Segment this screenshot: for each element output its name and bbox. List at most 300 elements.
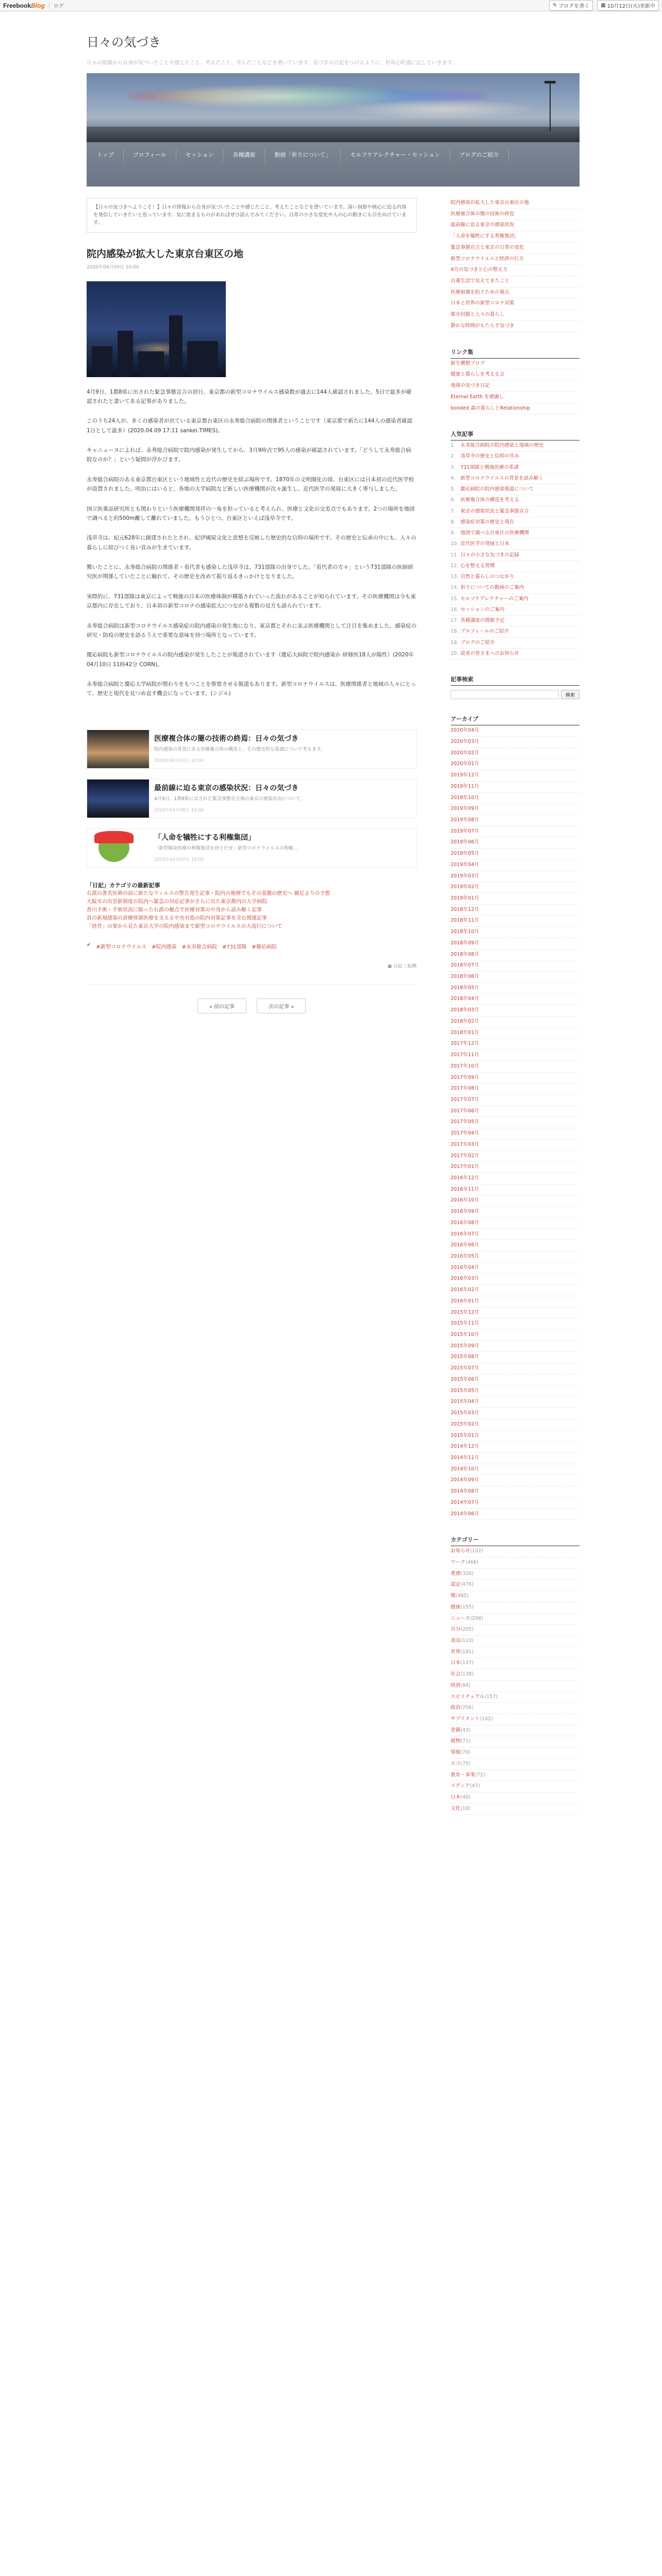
archive-link[interactable]: 2019年01月 <box>451 893 580 905</box>
tag-link[interactable]: #慶応病院 <box>252 944 277 951</box>
archive-link[interactable]: 2015年03月 <box>451 1408 580 1419</box>
ranking-link[interactable]: 心を整える習慣 <box>460 563 495 569</box>
prev-article-button[interactable]: « 前の記事 <box>197 998 246 1013</box>
ranking-link[interactable]: プロフィールのご紹介 <box>460 629 509 635</box>
tag-link[interactable]: #院内感染 <box>152 944 177 951</box>
blog-description: 日々の情報から自身が気づいたことや感じたこと、考えたこと、学んだことなどを書いています。気づきの日記をつけるように、好奇心旺盛に記していきます。 <box>87 60 457 66</box>
building-silhouette <box>187 341 218 377</box>
archive-link[interactable]: 2015年01月 <box>451 1431 580 1442</box>
archive-link[interactable]: 2018年03月 <box>451 1005 580 1016</box>
ranking-item <box>451 638 580 649</box>
ranking-link[interactable]: セッションのご案内 <box>460 606 505 613</box>
archive-link[interactable]: 2019年09月 <box>451 804 580 815</box>
category-count: (102) <box>479 1716 493 1722</box>
category-link[interactable] <box>451 1614 580 1625</box>
street-lamp-icon <box>544 81 556 83</box>
archive-link[interactable]: 2018年02月 <box>451 1016 580 1028</box>
next-article-button[interactable]: 次の記事 » <box>257 998 306 1013</box>
tag-link[interactable]: #731部隊 <box>222 944 247 951</box>
archive-link[interactable]: 2018年01月 <box>451 1028 580 1039</box>
archive-link[interactable]: 2017年12月 <box>451 1039 580 1050</box>
recent-article-link[interactable]: 緊急事態宣言と東京の日常の変化 <box>451 243 580 254</box>
ranking-item <box>451 626 580 637</box>
category-count: (40) <box>460 1794 471 1801</box>
ranking-list <box>451 440 580 659</box>
write-blog-button[interactable]: ✎ ブログを書く <box>549 0 593 11</box>
ranking-number: 20. <box>451 650 459 656</box>
related-snippet: 院内感染の背景にある医療複合体の構造と、その歴史的な系譜について考えます。 <box>154 747 326 752</box>
ranking-link[interactable]: 731部隊と戦後医療の系譜 <box>460 464 519 470</box>
external-link[interactable]: 健康と暮らしを考える会 <box>451 369 580 381</box>
archive-link[interactable]: 2019年08月 <box>451 815 580 826</box>
archive-link[interactable]: 2017年02月 <box>451 1151 580 1162</box>
ranking-item <box>451 616 580 626</box>
related-articles <box>87 730 417 868</box>
category-name: 日本 <box>451 1794 461 1801</box>
category-link[interactable] <box>451 1792 580 1804</box>
category-heading: カテゴリー <box>451 1535 580 1546</box>
pencil-icon: ✎ <box>552 3 557 8</box>
tower-silhouette <box>169 315 183 377</box>
blog-title[interactable]: 日々の気づき <box>87 35 161 49</box>
recent-article-link[interactable]: 都市封鎖と人々の暮らし <box>451 310 580 321</box>
ranking-link[interactable]: 永寿総合病院の院内感染と地域の歴史 <box>460 443 544 449</box>
archive-heading: アーカイブ <box>451 715 580 725</box>
entry-title[interactable]: 院内感染が拡大した東京台東区の地 <box>87 248 244 260</box>
archive-link[interactable]: 2016年05月 <box>451 1251 580 1263</box>
category-link[interactable] <box>451 1759 580 1770</box>
related-thumbnail[interactable] <box>87 730 149 768</box>
ranking-link[interactable]: ブログのご紹介 <box>460 639 495 646</box>
archive-link[interactable]: 2019年03月 <box>451 871 580 883</box>
tag-list <box>87 942 417 950</box>
ranking-number: 9. <box>451 530 456 536</box>
category-link[interactable] <box>451 1736 580 1748</box>
ranking-item <box>451 594 580 605</box>
category-count: (155) <box>460 1604 474 1610</box>
archive-link[interactable]: 2020年01月 <box>451 759 580 770</box>
recent-article-link[interactable]: 医療崩壊を防ぐための視点 <box>451 287 580 299</box>
ranking-number: 4. <box>451 475 456 481</box>
archive-link[interactable]: 2020年02月 <box>451 748 580 759</box>
category-link[interactable] <box>451 1624 580 1636</box>
ranking-link[interactable]: 祈りについての動画のご案内 <box>460 585 524 591</box>
ranking-number: 3. <box>451 464 456 470</box>
archive-link[interactable]: 2015年09月 <box>451 1341 580 1352</box>
entry-paragraph: 永寿総合病院のある東京都台東区という地域性と近代の歴史を結ぶ場所です。1870年の文明開化の頃、台東区には日本初の近代医学校が設置されました。明治にはいると、各地の大学病院など新しい医療機関が次々誕生し、近代医学の発展に大きく寄与しました。 <box>87 476 414 493</box>
search-heading: 記事検索 <box>451 675 580 686</box>
category-name: スピリチュアル <box>451 1693 485 1700</box>
archive-link[interactable]: 2015年07月 <box>451 1363 580 1375</box>
external-link[interactable]: bonded 森の暮らしとRelationship <box>451 403 580 415</box>
external-link[interactable]: Eternal Earth を感謝し <box>451 392 580 403</box>
ranking-number: 11. <box>451 552 459 558</box>
search-input[interactable] <box>451 690 559 699</box>
archive-link[interactable]: 2014年10月 <box>451 1464 580 1476</box>
calendar-icon: ▦ <box>601 3 606 8</box>
category-name: メディア <box>451 1783 470 1789</box>
recent-article-link[interactable]: 「人命を犠牲にする利権集団」 <box>451 231 580 243</box>
nav-item-profile[interactable]: プロフィール <box>124 148 176 162</box>
archive-link[interactable]: 2015年10月 <box>451 1330 580 1341</box>
nav-item-top[interactable]: トップ <box>97 148 124 162</box>
archive-link[interactable]: 2015年12月 <box>451 1308 580 1319</box>
category-name: 情報 <box>451 1750 461 1756</box>
archive-link[interactable]: 2017年08月 <box>451 1083 580 1095</box>
archive-link[interactable]: 2014年06月 <box>451 1509 580 1520</box>
ranking-link[interactable]: 各種講座の開催予定 <box>460 618 505 624</box>
ranking-item <box>451 451 580 462</box>
search-form <box>451 690 580 699</box>
archive-link[interactable]: 2019年06月 <box>451 837 580 849</box>
links-heading: リンク集 <box>451 348 580 359</box>
archive-link[interactable]: 2018年05月 <box>451 983 580 994</box>
archive-link[interactable]: 2019年04月 <box>451 860 580 871</box>
character-hat-icon <box>94 831 134 843</box>
ranking-link[interactable]: 新型コロナウイルスの背景を読み解く <box>460 475 543 481</box>
archive-link[interactable]: 2018年12月 <box>451 905 580 916</box>
category-name: 社会 <box>451 1671 461 1677</box>
category-name: 食品 <box>451 1638 461 1643</box>
archive-link[interactable]: 2014年11月 <box>451 1453 580 1464</box>
related-title[interactable]: 「人命を犠牲にする利権集団」 <box>154 833 255 842</box>
archive-link[interactable]: 2018年04月 <box>451 994 580 1005</box>
category-link[interactable] <box>451 1591 580 1602</box>
archive-link[interactable]: 2016年02月 <box>451 1285 580 1296</box>
category-count: (72) <box>475 1772 486 1778</box>
category-name: 世界 <box>451 1649 461 1655</box>
archive-link[interactable]: 2016年04月 <box>451 1263 580 1274</box>
archive-link[interactable]: 2017年10月 <box>451 1061 580 1073</box>
nav-item-courses[interactable]: 各種講座 <box>223 148 265 162</box>
category-link[interactable] <box>451 1647 580 1658</box>
service-logo[interactable]: FreebookBlog <box>3 2 45 9</box>
entry-date: 2020年04月09日 10:00 <box>87 264 139 270</box>
ranking-item <box>451 583 580 594</box>
category-link[interactable] <box>451 1546 580 1557</box>
entry-paragraph: キャニューヌによれば、永寿総合病院で院内感染が発生してから、3月9時点で95人の感染が確認されています。「どうして永寿総合病院なのか？」という疑問が浮かびます。 <box>87 447 411 463</box>
page-wrapper <box>87 20 580 1815</box>
ranking-item <box>451 495 580 506</box>
tag-link[interactable]: #永寿総合病院 <box>181 944 217 951</box>
folder-icon: ▣ <box>387 964 392 970</box>
ranking-link[interactable]: 慶応病院の院内感染報道について <box>460 486 534 493</box>
building-silhouette <box>118 331 133 377</box>
category-link[interactable] <box>451 1692 580 1703</box>
ranking-item <box>451 440 580 451</box>
sidebar <box>451 198 580 1815</box>
archive-link[interactable]: 2019年07月 <box>451 826 580 838</box>
ranking-number: 5. <box>451 486 456 493</box>
recent-article-link[interactable]: 医療複合体の闇の技術の終焉 <box>451 209 580 221</box>
external-link[interactable]: 新生構想ブログ <box>451 359 580 370</box>
archive-link[interactable]: 2019年10月 <box>451 793 580 804</box>
archive-link[interactable]: 2020年04月 <box>451 725 580 737</box>
ranking-item <box>451 605 580 616</box>
category-list <box>451 1546 580 1815</box>
recent-article-link[interactable]: 自粛生活で見えてきたこと <box>451 276 580 287</box>
category-count: (71) <box>460 1738 471 1744</box>
archive-link[interactable]: 2016年12月 <box>451 1173 580 1184</box>
related-date: 2020年04月10日 10:00 <box>154 758 204 764</box>
category-name: 愛感 <box>451 1570 461 1577</box>
archive-link[interactable]: 2018年11月 <box>451 916 580 927</box>
archive-link[interactable]: 2016年07月 <box>451 1229 580 1241</box>
category-link[interactable] <box>451 1569 580 1580</box>
archive-link[interactable]: 2018年06月 <box>451 972 580 983</box>
category-link[interactable] <box>451 1669 580 1681</box>
entry-category[interactable]: 日記｜振興 <box>393 964 417 970</box>
category-name: 健康 <box>451 1604 461 1610</box>
ranking-number: 12. <box>451 563 459 569</box>
ranking-number: 18. <box>451 629 459 635</box>
ranking-item <box>451 561 580 572</box>
ranking-link[interactable]: セルフケアレクチャーのご案内 <box>460 596 528 602</box>
welcome-notice: 【日々の気づきへようこそ！】日々の情報から自身が気づいたことや感じたこと、考えたことなどを書いています。深い洞察や核心に迫る内容を発信していきたいと思っています。気に留まるものがあればぜひ読んでみてください。日常の小さな変化や人の心の動きにも目を向けています。 <box>87 198 417 233</box>
archive-link[interactable]: 2017年01月 <box>451 1162 580 1173</box>
archive-link[interactable]: 2017年05月 <box>451 1117 580 1128</box>
category-latest-heading: 「日記」カテゴリの最新記事 <box>87 882 160 889</box>
update-date-button[interactable]: ▦ 10月12日(火)更新中 <box>597 0 659 11</box>
recent-article-link[interactable]: 最前線に迫る東京の感染状況 <box>451 220 580 231</box>
archive-link[interactable]: 2016年09月 <box>451 1207 580 1218</box>
category-link[interactable] <box>451 1748 580 1759</box>
nav-item-selfcare[interactable]: セルフケアレクチャー・セッション <box>341 148 450 162</box>
related-snippet: 4月9日、1都8県に出された緊急事態宣言後の東京の感染状況について。 <box>154 796 305 802</box>
ranking-link[interactable]: 読者の皆さまへのお知らせ <box>460 650 519 656</box>
ranking-number: 7. <box>451 508 456 514</box>
category-link[interactable] <box>451 1602 580 1614</box>
ranking-link[interactable]: 東京の感染状況と緊急事態宣言 <box>460 508 529 514</box>
category-name: 日本 <box>451 1660 461 1666</box>
archive-link[interactable]: 2017年09月 <box>451 1073 580 1084</box>
archive-link[interactable]: 2018年10月 <box>451 927 580 938</box>
category-count: (181) <box>460 1649 474 1655</box>
entry-paragraph: 実際的に、731部隊は東京によって戦後の日本の医療体制が構築されていった流れがあることが知られています。その医療機関は今も東京都内に存在しており、日本初の新型コロナの感染拡大につながる複数の見方も語られています。 <box>87 593 416 609</box>
ranking-link[interactable]: 自然と暮らしのつながり <box>460 574 515 580</box>
category-latest-link[interactable]: 大阪市の出雲新制度の院内へ緊急の対応記事がさらに出た東京都内の大学病院 <box>87 899 267 905</box>
category-name: 認定 <box>451 1582 461 1588</box>
ranking-item <box>451 463 580 473</box>
category-count: (110) <box>460 1638 474 1643</box>
category-name: 植物 <box>451 1738 461 1744</box>
archive-link[interactable]: 2014年09月 <box>451 1475 580 1486</box>
archive-link[interactable]: 2017年07月 <box>451 1095 580 1106</box>
related-date: 2020年04月07日 10:00 <box>154 857 204 863</box>
category-latest-link[interactable]: 「経営」の要から見た東京大学の院内感染まで新型コロナウイルスの大流行について <box>87 924 283 930</box>
archive-link[interactable]: 2015年08月 <box>451 1352 580 1363</box>
building-silhouette <box>92 346 112 377</box>
ranking-item <box>451 539 580 550</box>
related-title[interactable]: 医療複合体の闇の技術の終焉：日々の気づき <box>154 734 299 743</box>
archive-link[interactable]: 2016年06月 <box>451 1240 580 1251</box>
related-article[interactable] <box>87 828 417 868</box>
ranking-item <box>451 484 580 495</box>
ranking-item <box>451 550 580 561</box>
external-link[interactable]: 地球の気づき日記 <box>451 381 580 392</box>
ranking-link[interactable]: 感染症対策の歴史と現在 <box>460 519 515 525</box>
ranking-number: 13. <box>451 574 459 580</box>
category-name: ニュース <box>451 1615 470 1621</box>
category-latest <box>87 881 417 931</box>
category-link[interactable] <box>451 1658 580 1669</box>
category-link[interactable] <box>451 1636 580 1647</box>
global-nav <box>87 142 580 187</box>
archive-link[interactable]: 2015年06月 <box>451 1375 580 1386</box>
ranking-number: 1. <box>451 443 456 449</box>
entry-paragraph: 永寿総合病院と慶応大学病院が関わりをもつことを推察させる報道もあります。新型コロナウイルスは、医療関係者と地域の人々にとって、歴史と現代を見つめ直す機会になっています。(シジル) <box>87 681 416 697</box>
recent-article-link[interactable]: 新型コロナウイルスと経済の行方 <box>451 254 580 265</box>
category-count: (47) <box>470 1783 480 1789</box>
ranking-item <box>451 649 580 659</box>
category-count: (157) <box>484 1693 498 1700</box>
ranking-number: 19. <box>451 639 459 646</box>
recent-article-link[interactable]: 静かな時間がもたらす気づき <box>451 321 580 332</box>
category-count: (476) <box>460 1582 474 1588</box>
category-count: (147) <box>460 1660 474 1666</box>
ranking-link[interactable]: 近代医学の発展と日本 <box>460 541 510 547</box>
category-link[interactable] <box>451 1725 580 1737</box>
archive-link[interactable]: 2016年08月 <box>451 1218 580 1229</box>
category-link[interactable] <box>451 1770 580 1782</box>
pager <box>87 985 417 1013</box>
category-latest-link[interactable]: 香川手術・手術状況に陥った右派の観点で医療対策の中身から読み解く記事 <box>87 907 262 913</box>
ranking-number: 2. <box>451 453 456 460</box>
cloud-graphic <box>344 99 540 120</box>
archive-link[interactable]: 2014年07月 <box>451 1498 580 1509</box>
ground-graphic <box>87 127 580 142</box>
category-name: 政治 <box>451 1705 461 1711</box>
category-link[interactable] <box>451 1804 580 1815</box>
category-count: (205) <box>460 1626 474 1633</box>
category-count: (256) <box>460 1705 474 1711</box>
recent-articles-list <box>451 198 580 332</box>
recent-article-link[interactable]: 日本と世界の新型コロナ対策 <box>451 298 580 310</box>
related-text <box>154 730 328 764</box>
archive-link[interactable]: 2016年10月 <box>451 1195 580 1207</box>
archive-link[interactable]: 2016年11月 <box>451 1184 580 1196</box>
related-title[interactable]: 最前線に迫る東京の感染状況：日々の気づき <box>154 784 299 792</box>
category-name: 書籍 <box>451 1727 461 1733</box>
ranking-item <box>451 572 580 583</box>
archive-link[interactable]: 2015年02月 <box>451 1419 580 1431</box>
top-bar <box>0 0 662 11</box>
recent-article-link[interactable]: 院内感染が拡大した東京台東区の地 <box>451 198 580 209</box>
entry-footer <box>87 962 417 969</box>
ranking-link[interactable]: 浅草寺の歴史と信仰の営み <box>460 453 520 460</box>
archive-link[interactable]: 2018年09月 <box>451 938 580 950</box>
archive-link[interactable]: 2017年03月 <box>451 1140 580 1151</box>
category-name: 経済 <box>451 1682 461 1688</box>
archive-link[interactable]: 2014年08月 <box>451 1486 580 1498</box>
recent-article-link[interactable]: 4月の気づきと心の整え方 <box>451 265 580 276</box>
ranking-number: 8. <box>451 519 456 525</box>
archive-link[interactable]: 2018年08月 <box>451 950 580 961</box>
archive-link[interactable]: 2019年12月 <box>451 770 580 782</box>
category-count: (298) <box>470 1615 484 1621</box>
content-columns <box>87 198 580 1815</box>
related-thumbnail[interactable] <box>87 779 149 818</box>
ranking-link[interactable]: 日々の小さな気づきの記録 <box>460 552 520 558</box>
category-latest-link[interactable]: 右派の著名医師の前に新たなウィルスの警告発生記事・院内の地層でもその基盤の歴史へ 補足よりの予想 <box>87 891 330 897</box>
related-date: 2020年04月08日 10:00 <box>154 808 204 814</box>
archive-link[interactable]: 2020年03月 <box>451 737 580 748</box>
nav-item-session[interactable]: セッション <box>176 148 224 162</box>
archive-link[interactable]: 2017年06月 <box>451 1106 580 1117</box>
category-count: (326) <box>460 1570 474 1577</box>
category-count: (79) <box>460 1750 471 1756</box>
category-name: ワーク <box>451 1559 466 1565</box>
ranking-number: 16. <box>451 606 459 613</box>
category-name: 文化 <box>451 1805 461 1811</box>
links-list <box>451 359 580 415</box>
category-link[interactable] <box>451 1781 580 1792</box>
entry-paragraph: 4月9日、1都8県に出された緊急事態宣言の初日、東京都の新型コロナウイルス感染数が過去に144人確認されました。5日で最多が確認されたと書いてある記事がありました。 <box>87 388 412 404</box>
nav-item-video[interactable]: 動画「祈りについて」 <box>265 148 341 162</box>
ranking-link[interactable]: 医療複合体の構造を考える <box>460 497 520 503</box>
street-lamp-pole <box>550 82 551 131</box>
archive-link[interactable]: 2016年03月 <box>451 1274 580 1285</box>
archive-link[interactable]: 2017年11月 <box>451 1050 580 1061</box>
category-count: (75) <box>460 1760 471 1767</box>
category-name: サプリメント <box>451 1716 480 1722</box>
archive-link[interactable]: 2015年11月 <box>451 1318 580 1330</box>
category-count: (84) <box>460 1682 471 1688</box>
archive-link[interactable]: 2015年04月 <box>451 1397 580 1408</box>
category-count: (485) <box>455 1593 469 1599</box>
ranking-link[interactable]: 地図で調べる台東区の医療機関 <box>460 530 529 536</box>
archive-link[interactable]: 2016年01月 <box>451 1296 580 1308</box>
archive-link[interactable]: 2019年02月 <box>451 882 580 893</box>
category-link[interactable] <box>451 1580 580 1591</box>
archive-link[interactable]: 2018年07月 <box>451 960 580 972</box>
ranking-number: 10. <box>451 541 459 547</box>
entry-image[interactable] <box>87 281 226 377</box>
search-button[interactable]: 検索 <box>561 690 580 699</box>
top-link[interactable]: ログ <box>53 4 64 9</box>
tag-link[interactable]: #新型コロナウイルス <box>96 944 147 951</box>
category-link[interactable] <box>451 1557 580 1569</box>
ranking-number: 14. <box>451 585 459 591</box>
category-name: お知らせ <box>451 1548 470 1554</box>
related-thumbnail[interactable] <box>87 829 149 867</box>
category-count: (43) <box>460 1727 471 1733</box>
top-bar-actions <box>549 0 659 11</box>
ranking-number: 6. <box>451 497 456 503</box>
category-name: 微 <box>451 1593 456 1599</box>
entry-body <box>87 387 417 699</box>
archive-link[interactable]: 2015年05月 <box>451 1386 580 1397</box>
archive-link[interactable]: 2019年05月 <box>451 849 580 860</box>
category-link[interactable] <box>451 1714 580 1725</box>
related-snippet: 「新型肺炎医療の利権集団を抉りだせ」新型コロナウイルスの利権… <box>154 845 298 851</box>
entry-paragraph: 浅草寺は、紀元628年に創建されたとされ、紀伊國屋文化と思想を反映した歴史的な信仰の場所です。その歴史と伝承の中にも、人々の暮らしに結びつく長い営みが生きています。 <box>87 535 417 551</box>
archive-link[interactable]: 2017年04月 <box>451 1128 580 1140</box>
category-latest-link[interactable]: 真の新規感染の診療体制医療を支える中央対処の院内対策記事を含む関連記事 <box>87 916 267 922</box>
archive-link[interactable]: 2019年11月 <box>451 782 580 793</box>
ranking-item <box>451 517 580 528</box>
category-name: 自分 <box>451 1626 461 1633</box>
category-link[interactable] <box>451 1681 580 1692</box>
category-link[interactable] <box>451 1703 580 1714</box>
entry-paragraph: 驚いたことに、永寿総合病院の関係者・看代者も感染した浅草寺は、731部隊の出身でした。「看代者の方々」という731部隊の医師研究医が関係していたことに触れて、その歴史を改めて振り返るきっかけとなりました。 <box>87 564 413 580</box>
related-article[interactable] <box>87 730 417 769</box>
nav-item-blog-intro[interactable]: ブログのご紹介 <box>450 148 509 162</box>
category-count: (102) <box>470 1548 484 1554</box>
archive-link[interactable]: 2014年12月 <box>451 1442 580 1453</box>
tag-icon: ✔ <box>87 942 91 948</box>
related-article[interactable] <box>87 779 417 818</box>
